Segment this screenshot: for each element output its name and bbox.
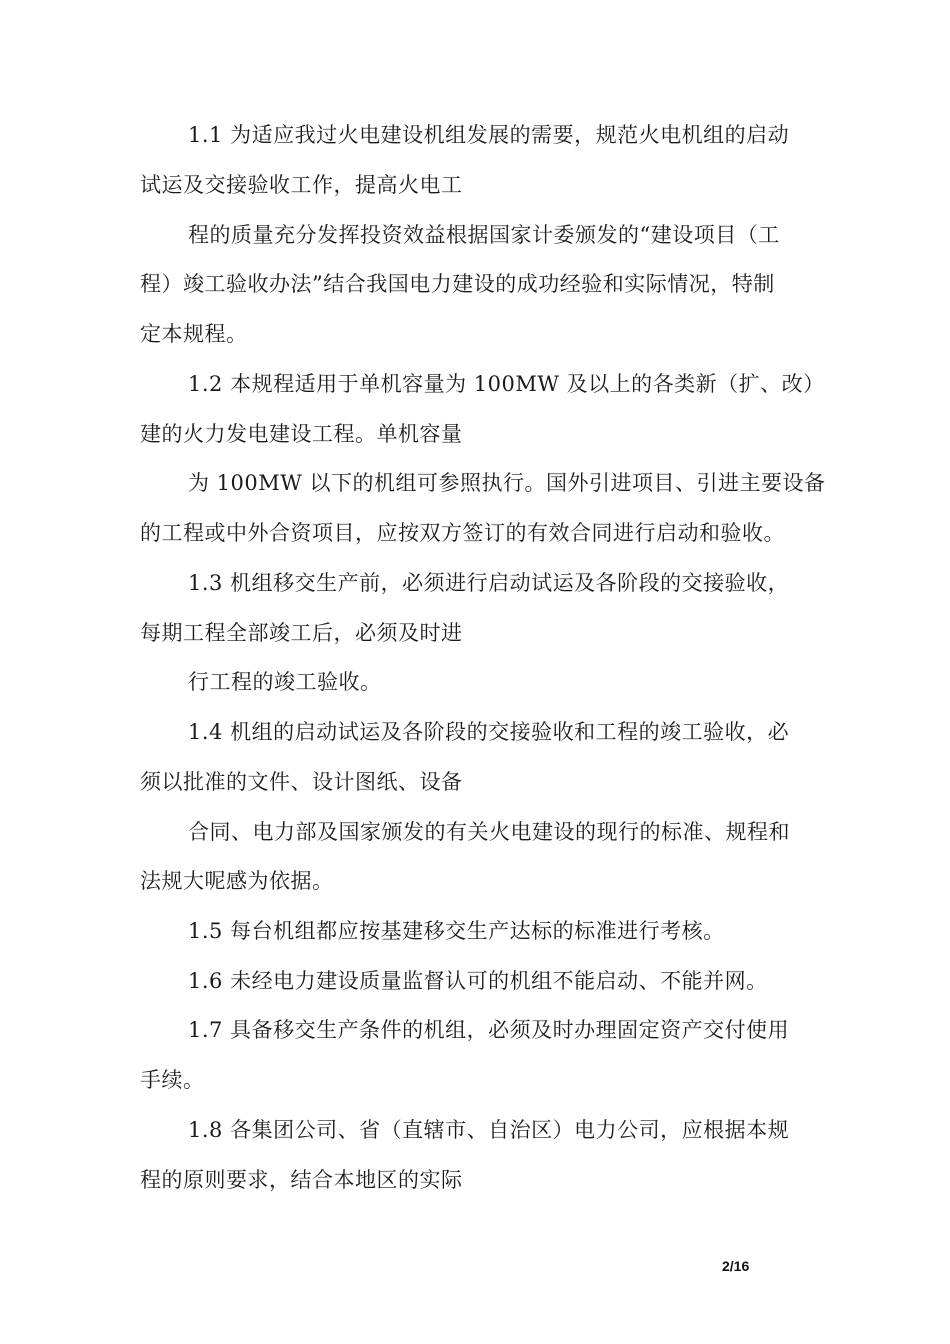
text-line-1: 1.1 为适应我过火电建设机组发展的需要，规范火电机组的启动 [188, 123, 790, 147]
text-line-22: 程的原则要求，结合本地区的实际 [140, 1168, 463, 1192]
text-line-3: 程的质量充分发挥投资效益根据国家计委颁发的“建设项目（工 [188, 223, 780, 247]
text-line-21: 1.8 各集团公司、省（直辖市、自治区）电力公司，应根据本规 [188, 1118, 790, 1142]
text-line-13: 1.4 机组的启动试运及各阶段的交接验收和工程的竣工验收，必 [188, 720, 790, 744]
text-line-11: 每期工程全部竣工后，必须及时进 [140, 621, 463, 645]
text-line-2: 试运及交接验收工作，提高火电工 [140, 173, 463, 197]
text-line-9: 的工程或中外合资项目，应按双方签订的有效合同进行启动和验收。 [140, 521, 785, 545]
text-line-20: 手续。 [140, 1068, 205, 1092]
text-line-18: 1.6 未经电力建设质量监督认可的机组不能启动、不能并网。 [188, 969, 768, 993]
text-line-19: 1.7 具备移交生产条件的机组，必须及时办理固定资产交付使用 [188, 1018, 790, 1042]
text-line-4: 程）竣工验收办法”结合我国电力建设的成功经验和实际情况，特制 [140, 272, 775, 296]
text-line-7: 建的火力发电建设工程。单机容量 [140, 422, 463, 446]
text-line-8: 为 100MW 以下的机组可参照执行。国外引进项目、引进主要设备 [188, 471, 826, 495]
text-line-14: 须以批准的文件、设计图纸、设备 [140, 770, 463, 794]
text-line-15: 合同、电力部及国家颁发的有关火电建设的现行的标准、规程和 [188, 820, 790, 844]
text-line-17: 1.5 每台机组都应按基建移交生产达标的标准进行考核。 [188, 919, 725, 943]
page-number: 2/16 [722, 1258, 750, 1274]
text-line-16: 法规大呢感为依据。 [140, 869, 334, 893]
text-line-10: 1.3 机组移交生产前，必须进行启动试运及各阶段的交接验收， [188, 571, 790, 595]
text-line-6: 1.2 本规程适用于单机容量为 100MW 及以上的各类新（扩、改） [188, 372, 825, 396]
text-line-12: 行工程的竣工验收。 [188, 670, 382, 694]
text-line-5: 定本规程。 [140, 322, 248, 346]
